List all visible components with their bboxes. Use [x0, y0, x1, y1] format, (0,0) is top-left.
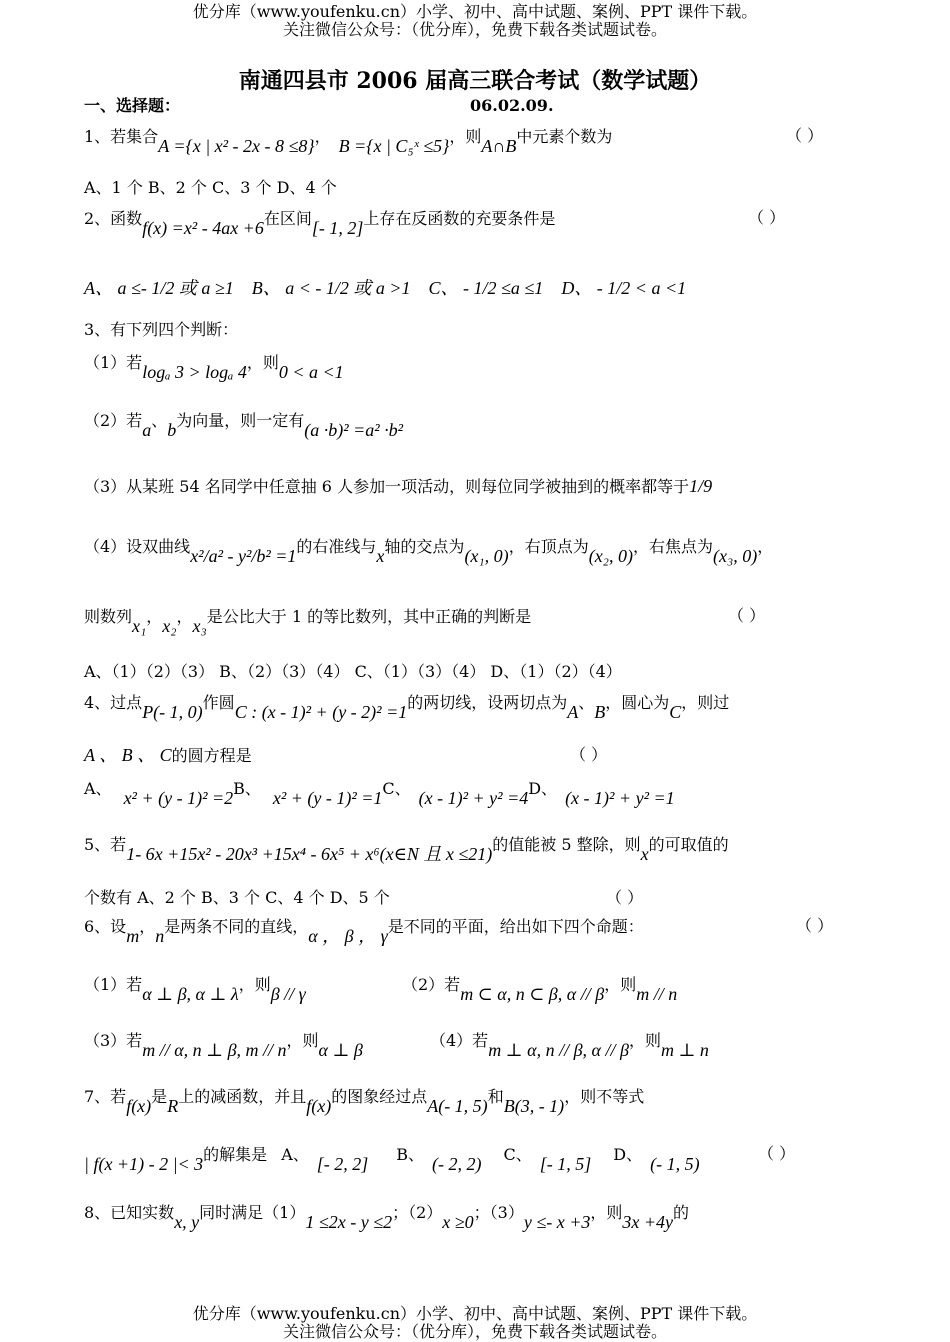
q6-mid: 是两条不同的直线，: [164, 917, 309, 936]
q1-mid: ，则: [449, 127, 482, 146]
q7-line2-text: 的解集是: [203, 1145, 268, 1164]
q4-mid-a: 作圆: [202, 693, 235, 712]
q6-p3-label: （3）若: [84, 1031, 143, 1050]
q1-sep: ，: [314, 127, 331, 146]
q4-line2-text: 的圆方程是: [171, 746, 252, 765]
q6-planes: α ， β ， γ: [308, 926, 388, 946]
header-line-2: 关注微信公众号：（优分库），免费下载各类试题试卷。: [282, 20, 667, 39]
footer-line-2: 关注微信公众号：（优分库），免费下载各类试题试卷。: [282, 1322, 667, 1341]
q8-stem-end: 的: [672, 1203, 689, 1222]
q3-s1-mid: ，则: [246, 353, 279, 372]
q2-option-a: A、 a ≤- 1/2 或 a ≥1: [84, 278, 234, 298]
q6-p3-mid: ，则: [286, 1031, 319, 1050]
q6-p1-cond: α ⊥ β, α ⊥ λ: [142, 984, 239, 1004]
q6-answer-paren: （ ）: [796, 916, 834, 935]
q8-cond-3: y ≤- x +3: [523, 1212, 591, 1232]
q1-stem-end: 中元素个数为: [516, 127, 613, 146]
q5-stem: 5、若: [84, 835, 127, 854]
q7-option-d-label: D、: [613, 1145, 643, 1164]
q6-prop-2: [402, 974, 678, 1004]
question-2: [84, 208, 556, 238]
question-5: [84, 834, 729, 864]
q3-s2-mid: 为向量，则一定有: [176, 411, 305, 430]
q5-polynomial: 1- 6x +15x² - 20x³ +15x⁴ - 6x⁵ + x⁶(x∈N 且 x ≤21): [126, 844, 493, 864]
q7-function: f(x): [126, 1096, 152, 1116]
q3-s4-point-3: (x₃, 0): [712, 546, 758, 566]
header-line-1: 优分库（www.youfenku.cn）小学、初中、高中试题、案例、PPT 课件下载。: [192, 2, 758, 21]
q7-stem-end: ，则不等式: [564, 1087, 645, 1106]
q6-prop-4: [430, 1030, 709, 1060]
q5-stem-c: 的可取值的: [648, 835, 729, 854]
q3-s4-point-1: (x₁, 0): [464, 546, 509, 566]
q4-mid-b: 的两切线，设两切点为: [407, 693, 568, 712]
q7-inequality: | f(x +1) - 2 |< 3: [84, 1154, 204, 1174]
q4-center: C: [669, 702, 682, 722]
q7-option-c: [- 1, 5]: [539, 1154, 592, 1174]
q7-mid-a: 是: [151, 1087, 168, 1106]
q2-mid: 在区间: [263, 209, 312, 228]
q3-s3-text: （3）从某班 54 名同学中任意抽 6 人参加一项活动，则每位同学被抽到的概率都等于: [84, 477, 690, 496]
q6-stem: 6、设: [84, 917, 127, 936]
q5-stem-b: 的值能被 5 整除，则: [492, 835, 641, 854]
q4-option-c: (x - 1)² + y² =4: [418, 788, 529, 808]
q3-s4-e: ，右焦点为: [632, 537, 713, 556]
q4-option-b: x² + (y - 1)² =1: [272, 788, 383, 808]
q3-s2-vec-a: a: [142, 420, 152, 440]
q7-stem: 7、若: [84, 1087, 127, 1106]
q1-set-a: A ={x | x² - 2x - 8 ≤8}: [158, 136, 315, 156]
q4-option-c-label: C、: [382, 779, 411, 798]
question-4: [84, 692, 730, 722]
q2-option-c: C、 - 1/2 ≤a ≤1: [428, 278, 544, 298]
q3-s4-axis: x: [376, 546, 385, 566]
q6-sep: ，: [139, 917, 156, 936]
q7-function-2: f(x): [306, 1096, 332, 1116]
q3-statement-2: [84, 410, 404, 440]
q3-s4-line2-a: 则数列: [84, 607, 133, 626]
q5-options: 个数有 A、2 个 B、3 个 C、4 个 D、5 个: [84, 888, 390, 907]
section-heading: [84, 96, 180, 116]
section-label: 一、选择题：: [84, 96, 181, 115]
q4-option-d-label: D、: [528, 779, 558, 798]
q6-p2-cond: m ⊂ α, n ⊂ β, α // β: [460, 984, 605, 1004]
q3-s2-label: （2）若: [84, 411, 143, 430]
q7-mid-d: 和: [487, 1087, 504, 1106]
q8-mid-d: ，则: [590, 1203, 623, 1222]
q3-s4-x1: x₁: [132, 616, 147, 636]
q8-mid-c: ；（3）: [473, 1203, 524, 1222]
q6-prop-3: [84, 1030, 363, 1060]
q4-stem: 4、过点: [84, 693, 143, 712]
exam-date: 06.02.09.: [470, 96, 554, 115]
q7-domain: R: [167, 1096, 179, 1116]
q3-s4-hyperbola: x²/a² - y²/b² =1: [190, 546, 297, 566]
q7-option-c-label: C、: [503, 1145, 532, 1164]
q7-option-a-label: A、: [281, 1145, 309, 1164]
q4-point-a: A: [567, 702, 579, 722]
q4-option-b-label: B、: [233, 779, 261, 798]
q3-s4-d: ，右顶点为: [508, 537, 589, 556]
q3-s4-line2-b: 是公比大于 1 的等比数列，其中正确的判断是: [206, 607, 532, 626]
q2-option-b: B、 a < - 1/2 或 a >1: [251, 278, 411, 298]
q3-statement-3: [84, 476, 712, 497]
q6-line-n: n: [155, 926, 165, 946]
q4-option-a: x² + (y - 1)² =2: [123, 788, 234, 808]
q3-s1-log: logₐ 3 > logₐ 4: [142, 362, 247, 382]
q3-options: A、（1）（2）（3） B、（2）（3）（4） C、（1）（3）（4） D、（1）（2）（4）: [84, 662, 622, 681]
q6-p2-result: m // n: [636, 984, 678, 1004]
q1-stem: 1、若集合: [84, 127, 159, 146]
q4-options: [84, 778, 675, 808]
q1-set-b: B ={x | C₅ˣ ≤5}: [338, 136, 450, 156]
question-3: 3、有下列四个判断：: [84, 320, 239, 339]
q2-stem-end: 上存在反函数的充要条件是: [363, 209, 556, 228]
q6-p4-label: （4）若: [430, 1031, 489, 1050]
q6-p3-result: α ⊥ β: [318, 1040, 363, 1060]
q3-statement-4-cont: [84, 606, 532, 636]
q6-p4-result: m ⊥ n: [660, 1040, 709, 1060]
q7-option-b-label: B、: [396, 1145, 425, 1164]
q2-options: [84, 278, 686, 299]
q4-points: A 、 B 、 C: [84, 745, 172, 765]
footer-line-1: 优分库（www.youfenku.cn）小学、初中、高中试题、案例、PPT 课件下载。: [192, 1304, 758, 1323]
q4-point-b: B: [594, 702, 606, 722]
q4-point-p: P(- 1, 0): [142, 702, 203, 722]
q6-p2-label: （2）若: [402, 975, 461, 994]
question-6: [84, 916, 644, 946]
q4-sep: 、: [578, 693, 595, 712]
q5-var: x: [640, 844, 649, 864]
q4-option-d: (x - 1)² + y² =1: [565, 788, 675, 808]
q3-s1-label: （1）若: [84, 353, 143, 372]
q8-cond-2: x ≥0: [442, 1212, 474, 1232]
q1-answer-paren: （ ）: [786, 126, 824, 145]
page-title: 南通四县市 2006 届高三联合考试（数学试题）: [238, 68, 712, 94]
q3-s4-f: ，: [757, 537, 774, 556]
q6-p1-label: （1）若: [84, 975, 143, 994]
q3-s4-label: （4）设双曲线: [84, 537, 191, 556]
q3-answer-paren: （ ）: [728, 606, 766, 625]
q3-s1-range: 0 < a <1: [278, 362, 344, 382]
q4-stem-end: ，则过: [681, 693, 730, 712]
q6-p1-result: β // γ: [270, 984, 306, 1004]
q7-point-b: B(3, - 1): [503, 1096, 565, 1116]
question-1: [84, 126, 613, 156]
q3-s4-sep1: ，: [146, 607, 163, 626]
question-7: [84, 1086, 645, 1116]
q6-p2-mid: ，则: [604, 975, 637, 994]
q6-prop-1: [84, 974, 306, 1004]
q3-s2-vec-b: b: [167, 420, 177, 440]
q7-point-a: A(- 1, 5): [427, 1096, 488, 1116]
question-8: [84, 1202, 689, 1232]
q2-stem: 2、函数: [84, 209, 143, 228]
q2-answer-paren: （ ）: [748, 208, 786, 227]
q8-vars: x, y: [174, 1212, 200, 1232]
q7-answer-paren: （ ）: [758, 1144, 796, 1163]
q3-statement-4: [84, 536, 774, 566]
q4-answer-paren: （ ）: [570, 745, 608, 764]
q6-p4-cond: m ⊥ α, n // β, α // β: [488, 1040, 629, 1060]
q8-mid-a: 同时满足（1）: [199, 1203, 306, 1222]
q7-line-2: [84, 1144, 700, 1174]
q6-p1-mid: ，则: [238, 975, 271, 994]
q6-p3-cond: m // α, n ⊥ β, m // n: [142, 1040, 287, 1060]
q6-stem-end: 是不同的平面，给出如下四个命题：: [387, 917, 644, 936]
q1-options: A、1 个 B、2 个 C、3 个 D、4 个: [84, 178, 337, 197]
q3-s4-b: 的右准线与: [296, 537, 377, 556]
q3-s3-fraction: 1/9: [689, 476, 713, 496]
q3-s2-sep: 、: [151, 411, 168, 430]
q7-mid-c: 的图象经过点: [331, 1087, 428, 1106]
q8-expr: 3x +4y: [622, 1212, 673, 1232]
q4-circle: C : (x - 1)² + (y - 2)² =1: [234, 702, 408, 722]
q3-s4-c: 轴的交点为: [384, 537, 465, 556]
q6-p4-mid: ，则: [628, 1031, 661, 1050]
q3-s2-identity: (a ·b)² =a² ·b²: [304, 420, 404, 440]
q7-mid-b: 上的减函数，并且: [178, 1087, 307, 1106]
q8-stem: 8、已知实数: [84, 1203, 175, 1222]
q8-mid-b: ；（2）: [392, 1203, 443, 1222]
q4-mid-c: ，圆心为: [605, 693, 670, 712]
q4-line-2: [84, 745, 252, 766]
q2-option-d: D、 - 1/2 < a <1: [561, 278, 687, 298]
q3-s4-x3: x₃: [192, 616, 207, 636]
q1-intersection: A∩B: [481, 136, 517, 156]
q3-s4-sep2: ，: [176, 607, 193, 626]
q2-function: f(x) =x² - 4ax +6: [142, 218, 264, 238]
q3-s4-point-2: (x₂, 0): [588, 546, 633, 566]
q7-option-d: (- 1, 5): [650, 1154, 700, 1174]
q8-cond-1: 1 ≤2x - y ≤2: [305, 1212, 393, 1232]
q3-s4-x2: x₂: [162, 616, 177, 636]
q5-answer-paren: （ ）: [606, 888, 644, 907]
q3-statement-1: [84, 352, 344, 382]
q7-option-a: [- 2, 2]: [316, 1154, 369, 1174]
q2-interval: [- 1, 2]: [311, 218, 364, 238]
q7-option-b: (- 2, 2): [432, 1154, 482, 1174]
q4-option-a-label: A、: [84, 779, 112, 798]
q6-line-m: m: [126, 926, 140, 946]
